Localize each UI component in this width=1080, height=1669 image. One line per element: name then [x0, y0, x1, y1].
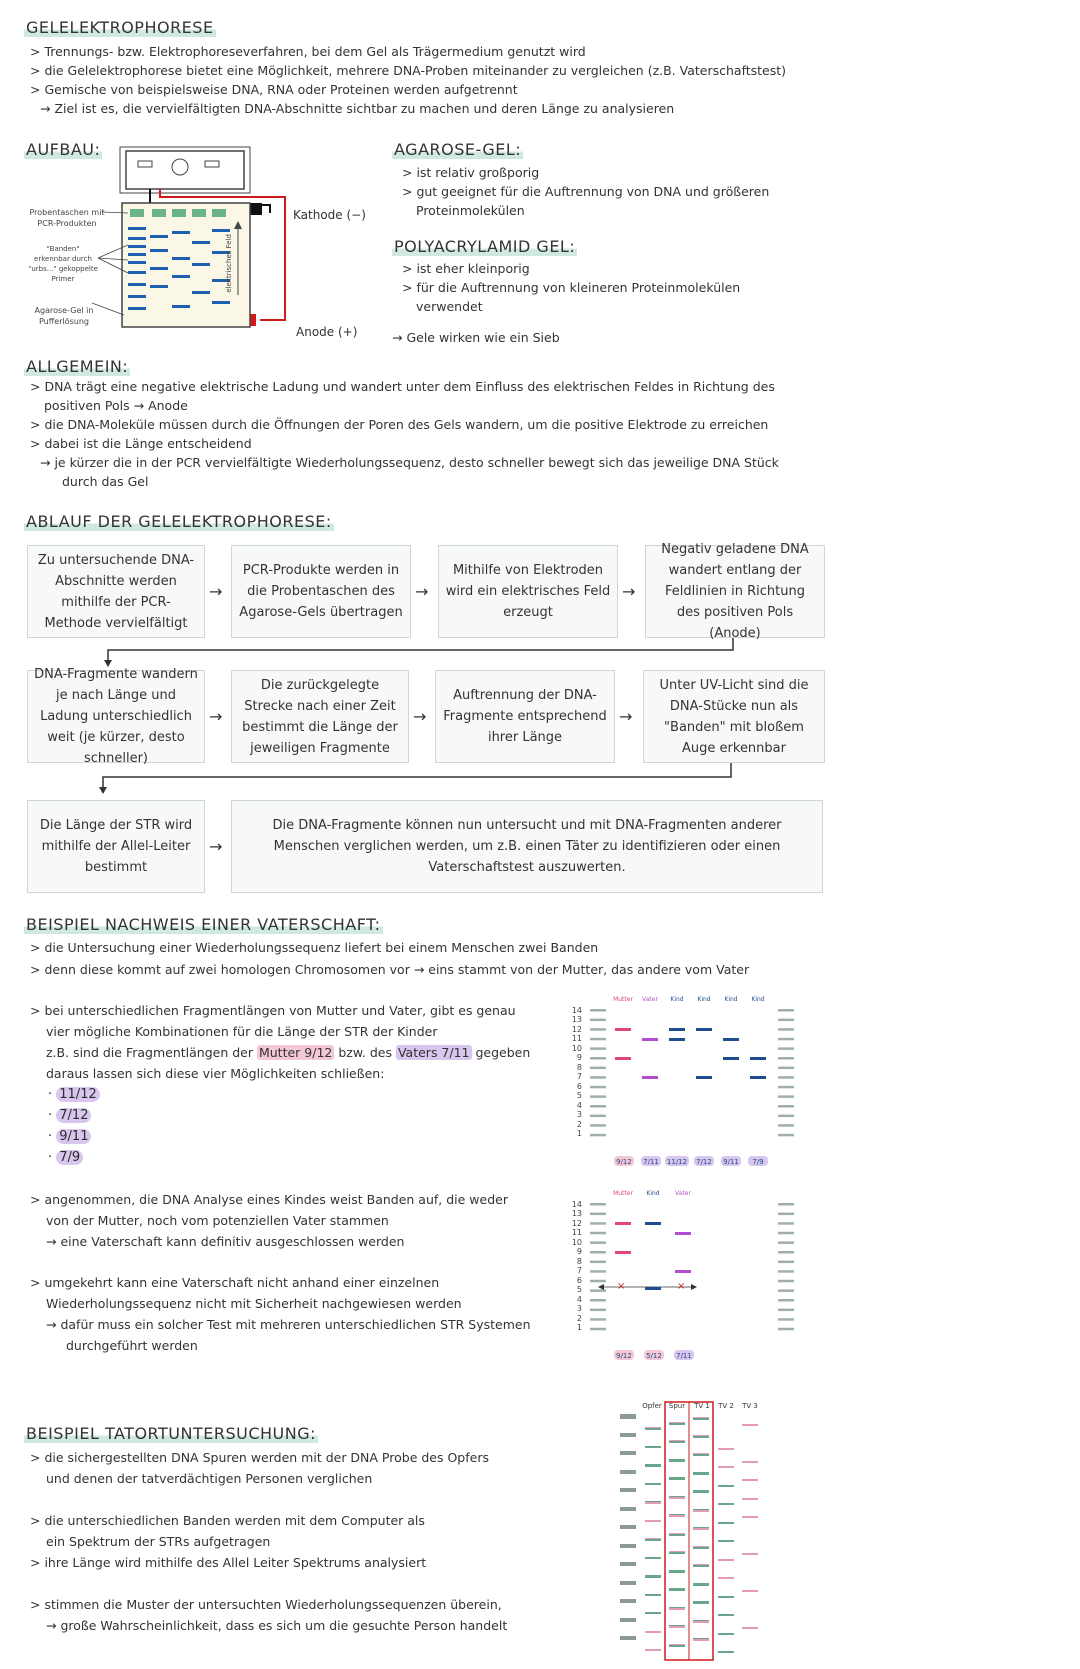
gel-band [645, 1502, 661, 1504]
flow-step-9: Die Länge der STR wird mithilfe der Allel-Leiter bestimmt [27, 800, 205, 893]
ladder-band [778, 1095, 794, 1098]
ladder-band [778, 1251, 794, 1254]
gel-band [645, 1446, 661, 1448]
poly-line: verwendet [416, 299, 483, 314]
ladder-band [778, 1299, 794, 1302]
flow-step-2: PCR-Produkte werden in die Probentaschen des Agarose-Gels übertragen [231, 545, 411, 638]
ladder-band [778, 1203, 794, 1206]
poly-conclusion: → Gele wirken wie ein Sieb [392, 330, 560, 345]
gel-band [718, 1596, 734, 1598]
gel-band [718, 1633, 734, 1635]
ladder-band [590, 1019, 606, 1022]
gel-band [645, 1649, 661, 1651]
option-item: · 9/11 [48, 1129, 91, 1144]
section-title-agarose: AGAROSE-GEL: [394, 140, 522, 159]
ladder-band [590, 1318, 606, 1321]
svg-text:9: 9 [576, 1053, 582, 1062]
gel-band [718, 1651, 734, 1653]
svg-text:5: 5 [576, 1285, 582, 1294]
svg-text:10: 10 [571, 1044, 582, 1053]
ladder-band [778, 1241, 794, 1244]
gel-band [645, 1483, 661, 1485]
gel-band [742, 1424, 758, 1426]
gel-band [742, 1461, 758, 1463]
svg-text:14: 14 [571, 1200, 582, 1209]
gel-band [645, 1520, 661, 1522]
gel-band [718, 1503, 734, 1505]
gel-band [645, 1576, 661, 1578]
gel-band [645, 1428, 661, 1430]
gel-band [620, 1417, 636, 1419]
section-title-gelelektrophorese: GELELEKTROPHORESE [26, 18, 214, 37]
svg-text:7: 7 [576, 1266, 582, 1275]
gel-band [669, 1589, 685, 1591]
ladder-band [590, 1134, 606, 1137]
ladder-band [590, 1115, 606, 1118]
vater-line: > die Untersuchung einer Wiederholungssequenz liefert bei einem Menschen zwei Banden [30, 940, 599, 955]
gel1-label: 9/11 [723, 1158, 739, 1166]
ladder-band [590, 1038, 606, 1041]
ladder-band [590, 1299, 606, 1302]
allgemein-line: → je kürzer die in der PCR vervielfältigte Wiederholungssequenz, desto schneller bewegt sich das jeweilige DNA Stück [40, 455, 779, 470]
flow-step-10: Die DNA-Fragmente können nun untersucht und mit DNA-Fragmenten anderer Menschen verglichen werden, um z.B. einen Täter zu identifizieren oder einen Vaterschaftstest auszuwerten. [231, 800, 823, 893]
ladder-band [590, 1213, 606, 1216]
vater-line: Wiederholungssequenz nicht mit Sicherheit nachgewiesen werden [46, 1296, 462, 1311]
ladder-band [778, 1124, 794, 1127]
allgemein-line: durch das Gel [62, 474, 149, 489]
bullet: > die Gelelektrophorese bietet eine Möglichkeit, mehrere DNA-Proben miteinander zu vergleichen (z.B. Vaterschaftstest) [30, 63, 787, 78]
flow-arrow: → [209, 707, 223, 726]
vater-line: daraus lassen sich diese vier Möglichkeiten schließen: [46, 1066, 385, 1081]
ladder-band [590, 1047, 606, 1050]
ladder-band [590, 1328, 606, 1331]
gel-band [718, 1522, 734, 1524]
gel-band [669, 1552, 685, 1554]
tatort-line: > die unterschiedlichen Banden werden mit dem Computer als [30, 1513, 425, 1528]
flow-step-8: Unter UV-Licht sind die DNA-Stücke nun als "Banden" mit bloßem Auge erkennbar [643, 670, 825, 763]
gel1-label: 7/9 [752, 1158, 764, 1166]
vater-line: > denn diese kommt auf zwei homologen Chromosomen vor → eins stammt von der Mutter, das andere vom Vater [30, 962, 750, 977]
ladder-band [590, 1067, 606, 1070]
gel-band [620, 1620, 636, 1622]
flow-step-3: Mithilfe von Elektroden wird ein elektrisches Feld erzeugt [438, 545, 618, 638]
gel-band [645, 1465, 661, 1467]
ladder-band [590, 1105, 606, 1108]
gel1-header: Kind [670, 996, 684, 1003]
gel-band [718, 1540, 734, 1542]
label-elektrisches-feld: elektrisches Feld [225, 234, 233, 293]
ladder-band [778, 1261, 794, 1264]
gel-band [693, 1602, 709, 1604]
svg-text:5: 5 [576, 1091, 582, 1100]
gel-band [669, 1478, 685, 1480]
ladder-band [778, 1028, 794, 1031]
svg-text:9: 9 [576, 1247, 582, 1256]
gel-band [718, 1485, 734, 1487]
agarose-line: Proteinmolekülen [416, 203, 525, 218]
gel-band [693, 1454, 709, 1456]
flow-step-4: Negativ geladene DNA wandert entlang der Feldlinien in Richtung des positiven Pols (Anode) [645, 545, 825, 638]
flow-connector [95, 763, 745, 795]
gel-band [669, 1460, 685, 1462]
svg-text:3: 3 [576, 1304, 582, 1313]
gel1-header: Mutter [613, 996, 633, 1003]
ladder-band [778, 1047, 794, 1050]
ladder-band [778, 1289, 794, 1292]
mutter-highlight: Mutter 9/12 [258, 1045, 333, 1060]
gel-band [742, 1479, 758, 1481]
gel2-header: Kind [646, 1190, 660, 1197]
tatort-line: und denen der tatverdächtigen Personen verglichen [46, 1471, 373, 1486]
flow-step-5: DNA-Fragmente wandern je nach Länge und Ladung unterschiedlich weit (je kürzer, desto schneller) [27, 670, 205, 763]
crime-scene-gel [612, 1398, 782, 1666]
ladder-band [778, 1318, 794, 1321]
gel-band [693, 1473, 709, 1475]
tatort-header: TV 3 [742, 1402, 758, 1410]
ladder-band [778, 1067, 794, 1070]
gel-band [693, 1418, 709, 1420]
ladder-band [778, 1280, 794, 1283]
ladder-band [590, 1009, 606, 1012]
gel-band [693, 1547, 709, 1549]
svg-text:11: 11 [571, 1034, 582, 1043]
vater-line: z.B. sind die Fragmentlängen der Mutter 9/12 bzw. des Vaters 7/11 gegeben [46, 1045, 531, 1060]
ladder-band [778, 1009, 794, 1012]
gel-band [718, 1466, 734, 1468]
gel1-label: 9/12 [616, 1158, 632, 1166]
ladder-band [778, 1222, 794, 1225]
svg-text:×: × [617, 1281, 626, 1292]
poly-line: > ist eher kleinporig [402, 261, 530, 276]
bullet: > Trennungs- bzw. Elektrophoreseverfahren, bei dem Gel als Trägermedium genutzt wird [30, 44, 586, 59]
flow-step-7: Auftrennung der DNA-Fragmente entsprechend ihrer Länge [435, 670, 615, 763]
tatort-header: TV 2 [718, 1402, 734, 1410]
svg-text:14: 14 [571, 1006, 582, 1015]
poly-line: > für die Auftrennung von kleineren Proteinmolekülen [402, 280, 741, 295]
ladder-band [590, 1280, 606, 1283]
ladder-band [778, 1105, 794, 1108]
gel-band [669, 1645, 685, 1647]
ladder-band [590, 1270, 606, 1273]
ladder-band [590, 1309, 606, 1312]
svg-text:4: 4 [576, 1101, 582, 1110]
gel1-header: Vater [642, 996, 658, 1003]
gel-band [620, 1472, 636, 1474]
ladder-band [778, 1270, 794, 1273]
gel-band [742, 1590, 758, 1592]
label-banden: "Banden" erkennbar durch "urbs..." gekoppelte Primer [28, 245, 98, 283]
option-item: · 7/9 [48, 1150, 83, 1165]
vater-line: > angenommen, die DNA Analyse eines Kindes weist Banden auf, die weder [30, 1192, 508, 1207]
gel-band [693, 1491, 709, 1493]
gel-band [620, 1564, 636, 1566]
ladder-band [590, 1232, 606, 1235]
gel-band [645, 1557, 661, 1559]
allgemein-line: positiven Pols → Anode [44, 398, 188, 413]
label-probentaschen: Probentaschen mit PCR-Produkten [29, 208, 105, 228]
ladder-band [590, 1241, 606, 1244]
gel-band [669, 1608, 685, 1610]
gel-band [669, 1497, 685, 1499]
gel-band [669, 1534, 685, 1536]
gel-band [693, 1584, 709, 1586]
gel1-header: Kind [697, 996, 711, 1003]
ladder-band [778, 1019, 794, 1022]
svg-text:13: 13 [571, 1015, 582, 1024]
gel-band [620, 1490, 636, 1492]
tatort-header: TV 1 [694, 1402, 710, 1410]
gel-band [742, 1627, 758, 1629]
gel2-label: 9/12 [616, 1352, 632, 1360]
section-title-vaterschaft: BEISPIEL NACHWEIS EINER VATERSCHAFT: [26, 915, 381, 934]
tatort-line: > stimmen die Muster der untersuchten Wiederholungssequenzen überein, [30, 1597, 502, 1612]
gel1-label: 11/12 [666, 1158, 688, 1166]
tatort-header: Spur [668, 1402, 686, 1410]
gel-band [693, 1528, 709, 1530]
vater-line: durchgeführt werden [66, 1338, 198, 1353]
bullet: → Ziel ist es, die vervielfältigten DNA-Abschnitte sichtbar zu machen und deren Länge zu analysieren [40, 101, 675, 116]
flow-arrow: → [619, 707, 633, 726]
label-anode: Anode (+) [296, 325, 358, 339]
ladder-band [590, 1203, 606, 1206]
flow-arrow: → [209, 582, 223, 601]
svg-text:11: 11 [571, 1228, 582, 1237]
gel-band [693, 1510, 709, 1512]
gel-band [620, 1509, 636, 1511]
ladder-band [590, 1251, 606, 1254]
svg-text:7: 7 [576, 1072, 582, 1081]
flow-step-1: Zu untersuchende DNA-Abschnitte werden mithilfe der PCR-Methode vervielfältigt [27, 545, 205, 638]
gel-band [742, 1553, 758, 1555]
section-title-ablauf: ABLAUF DER GELELEKTROPHORESE: [26, 512, 332, 531]
ladder-band [590, 1086, 606, 1089]
svg-text:3: 3 [576, 1110, 582, 1119]
gel2-header: Mutter [613, 1190, 633, 1197]
tatort-line: ein Spektrum der STRs aufgetragen [46, 1534, 271, 1549]
gel1-label: 7/11 [643, 1158, 659, 1166]
ladder-band [590, 1222, 606, 1225]
flow-arrow: → [209, 837, 223, 856]
svg-text:13: 13 [571, 1209, 582, 1218]
svg-text:6: 6 [576, 1082, 582, 1091]
gel-band [742, 1516, 758, 1518]
flow-arrow: → [622, 582, 636, 601]
svg-text:12: 12 [571, 1219, 582, 1228]
ladder-band [590, 1095, 606, 1098]
tatort-line: → große Wahrscheinlichkeit, dass es sich um die gesuchte Person handelt [46, 1618, 508, 1633]
gel1-header: Kind [751, 996, 765, 1003]
vater-line: > umgekehrt kann eine Vaterschaft nicht anhand einer einzelnen [30, 1275, 440, 1290]
svg-text:2: 2 [576, 1314, 582, 1323]
gel-band [620, 1527, 636, 1529]
svg-text:8: 8 [576, 1257, 582, 1266]
vater-line: → eine Vaterschaft kann definitiv ausgeschlossen werden [46, 1234, 405, 1249]
gel-band [669, 1626, 685, 1628]
gel-band [620, 1453, 636, 1455]
gel-band [669, 1571, 685, 1573]
ladder-band [778, 1213, 794, 1216]
ladder-band [778, 1309, 794, 1312]
ladder-band [778, 1038, 794, 1041]
ladder-band [778, 1086, 794, 1089]
ladder-band [590, 1124, 606, 1127]
gel-band [645, 1594, 661, 1596]
vater-line: vier mögliche Kombinationen für die Länge der STR der Kinder [46, 1024, 438, 1039]
gel-band [669, 1423, 685, 1425]
allgemein-line: > die DNA-Moleküle müssen durch die Öffnungen der Poren des Gels wandern, um die positive Elektrode zu erreichen [30, 417, 769, 432]
bullet: > Gemische von beispielsweise DNA, RNA oder Proteinen werden aufgetrennt [30, 82, 518, 97]
vater-line: > bei unterschiedlichen Fragmentlängen von Mutter und Vater, gibt es genau [30, 1003, 516, 1018]
ladder-band [778, 1328, 794, 1331]
option-item: · 7/12 [48, 1108, 91, 1123]
gel-band [718, 1577, 734, 1579]
svg-text:1: 1 [576, 1129, 582, 1138]
svg-text:8: 8 [576, 1063, 582, 1072]
gel-band [742, 1498, 758, 1500]
section-title-polyacrylamid: POLYACRYLAMID GEL: [394, 237, 576, 256]
vater-line: von der Mutter, noch vom potenziellen Vater stammen [46, 1213, 389, 1228]
tatort-line: > die sichergestellten DNA Spuren werden mit der DNA Probe des Opfers [30, 1450, 489, 1465]
ladder-band [778, 1134, 794, 1137]
flow-arrow: → [415, 582, 429, 601]
svg-text:1: 1 [576, 1323, 582, 1332]
gel-band [693, 1639, 709, 1641]
tatort-header: Opfer [642, 1402, 662, 1410]
gel1-header: Kind [724, 996, 738, 1003]
ladder-band [590, 1028, 606, 1031]
gel-band [645, 1612, 661, 1614]
gel-band [693, 1565, 709, 1567]
agarose-line: > ist relativ großporig [402, 165, 540, 180]
paternity-gel-1 [560, 993, 800, 1171]
gel-band [669, 1515, 685, 1517]
label-agarose-gel: Agarose-Gel in Pufferlösung [34, 306, 94, 326]
gel-band [620, 1546, 636, 1548]
ladder-band [590, 1261, 606, 1264]
tatort-line: > ihre Länge wird mithilfe des Allel Leiter Spektrums analysiert [30, 1555, 427, 1570]
gel-band [693, 1621, 709, 1623]
svg-text:×: × [677, 1281, 686, 1292]
ladder-band [778, 1057, 794, 1060]
vater-line: → dafür muss ein solcher Test mit mehreren unterschiedlichen STR Systemen [46, 1317, 531, 1332]
svg-text:10: 10 [571, 1238, 582, 1247]
gel-band [620, 1583, 636, 1585]
gel-band [620, 1435, 636, 1437]
gel-band [620, 1601, 636, 1603]
svg-text:6: 6 [576, 1276, 582, 1285]
gel1-label: 7/12 [696, 1158, 712, 1166]
gel2-label: 5/12 [646, 1352, 662, 1360]
ladder-band [590, 1057, 606, 1060]
section-title-allgemein: ALLGEMEIN: [26, 357, 129, 376]
gel2-label: 7/11 [676, 1352, 692, 1360]
ladder-band [778, 1232, 794, 1235]
gel2-header: Vater [675, 1190, 691, 1197]
gel-band [645, 1539, 661, 1541]
paternity-gel-2 [560, 1187, 800, 1367]
ladder-band [778, 1115, 794, 1118]
gel-band [669, 1441, 685, 1443]
gel-band [693, 1436, 709, 1438]
svg-text:4: 4 [576, 1295, 582, 1304]
gel-band [645, 1631, 661, 1633]
gel-band [718, 1448, 734, 1450]
gel-band [718, 1559, 734, 1561]
allgemein-line: > DNA trägt eine negative elektrische Ladung und wandert unter dem Einfluss des elektrischen Feldes in Richtung des [30, 379, 775, 394]
gel-band [718, 1614, 734, 1616]
option-item: · 11/12 [48, 1087, 100, 1102]
label-kathode: Kathode (−) [293, 208, 366, 222]
agarose-line: > gut geeignet für die Auftrennung von DNA und größeren [402, 184, 770, 199]
flow-arrow: → [413, 707, 427, 726]
svg-text:2: 2 [576, 1120, 582, 1129]
flow-step-6: Die zurückgelegte Strecke nach einer Zeit bestimmt die Länge der jeweiligen Fragmente [231, 670, 409, 763]
svg-text:12: 12 [571, 1025, 582, 1034]
section-title-aufbau: AUFBAU: [26, 140, 101, 159]
ladder-band [590, 1076, 606, 1079]
ladder-band [778, 1076, 794, 1079]
allgemein-line: > dabei ist die Länge entscheidend [30, 436, 252, 451]
gel-band [620, 1638, 636, 1640]
section-title-tatort: BEISPIEL TATORTUNTERSUCHUNG: [26, 1424, 316, 1443]
vaters-highlight: Vaters 7/11 [397, 1045, 470, 1060]
